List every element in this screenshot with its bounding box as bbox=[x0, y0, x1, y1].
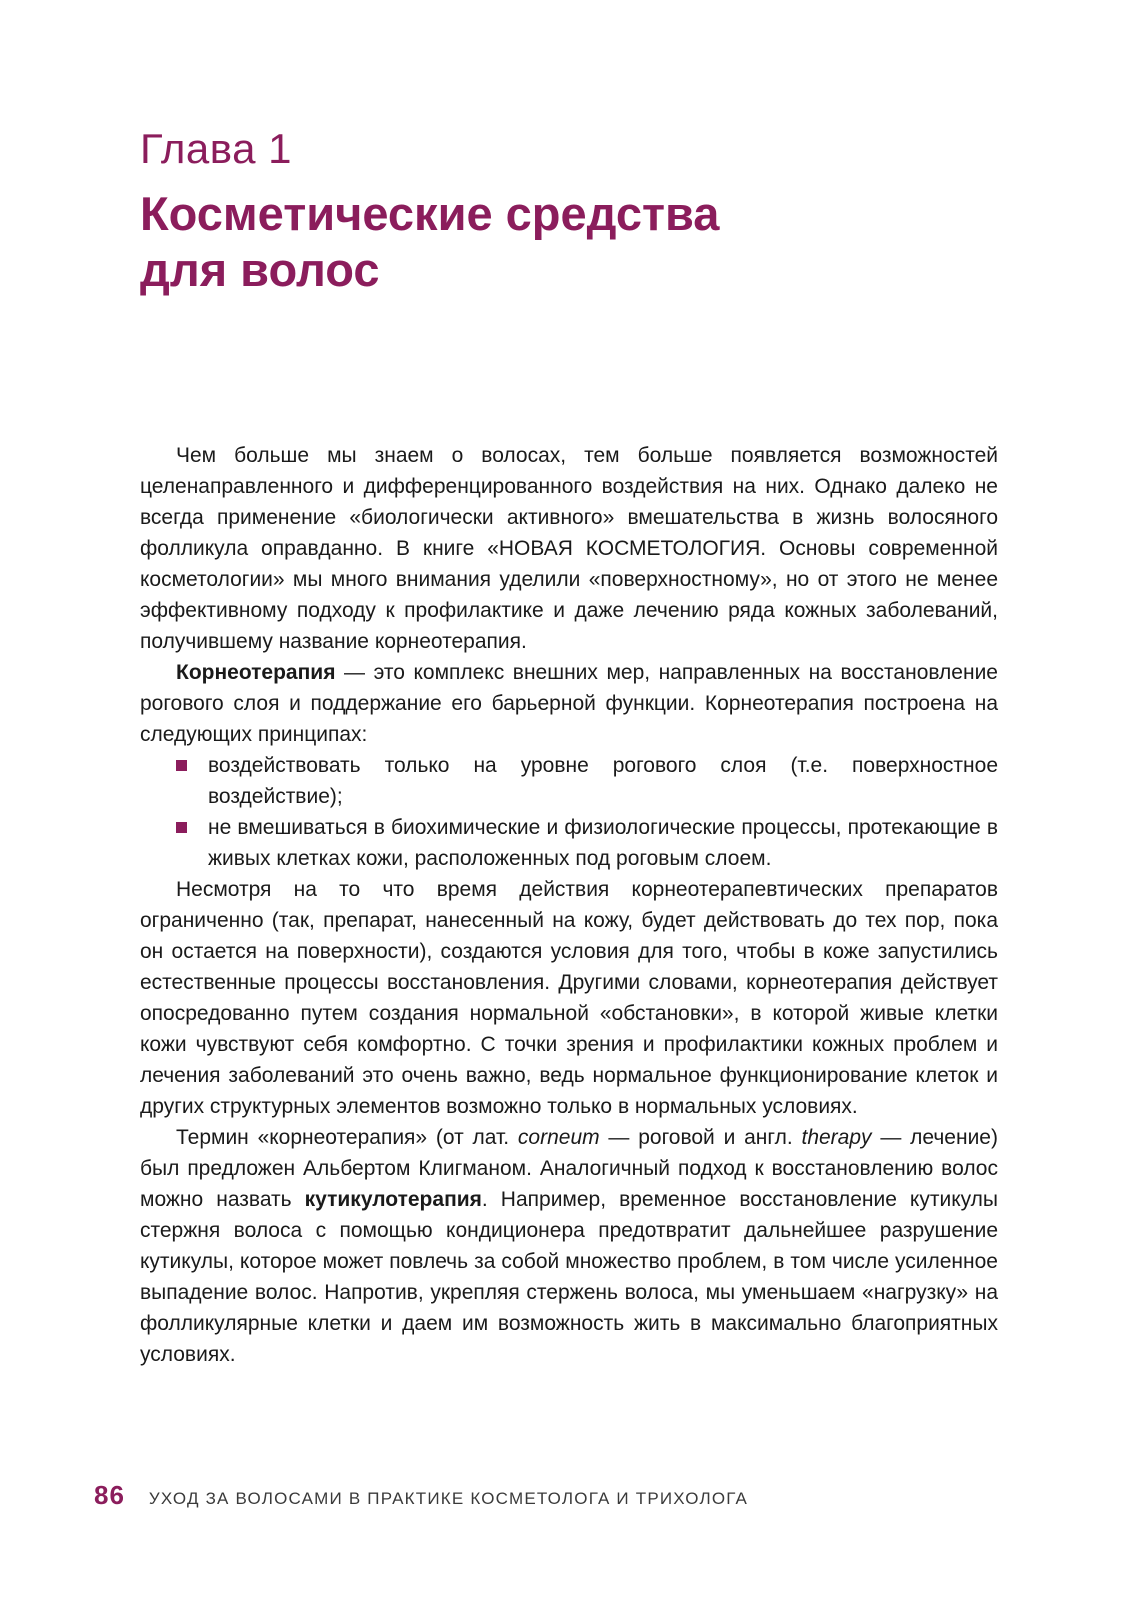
paragraph-duration: Несмотря на то что время действия корнеотерапевтических препаратов ограниченно (так, препарат, нанесенный на кожу, будет действовать до тех пор, пока он остается на поверхности), создаются условия для того, чтобы в коже запустились естественные процессы восстановления. Другими словами, корнеотерапия действует опосредованно путем создания нормальной «обстановки», в которой живые клетки кожи чувствуют себя комфортно. С точки зрения и профилактики кожных проблем и лечения заболеваний это очень важно, ведь нормальное функционирование клеток и других структурных элементов возможно только в нормальных условиях. bbox=[140, 878, 998, 1118]
page-footer bbox=[94, 1480, 748, 1511]
term-cuticulotherapy: кутикулотерапия bbox=[304, 1188, 482, 1211]
paragraph-corneotherapy bbox=[140, 657, 998, 750]
english-term: therapy bbox=[801, 1126, 872, 1149]
paragraph-corneotherapy-text: — это комплекс внешних мер, направленных на восстановление рогового слоя и поддержание его барьерной функции. Корнеотерапия построена на следующих принципах: bbox=[140, 661, 998, 746]
list-item-text: не вмешиваться в биохимические и физиологические процессы, протекающие в живых клетках кожи, расположенных под роговым слоем. bbox=[208, 816, 998, 870]
chapter-title-line2: для волос bbox=[140, 243, 380, 296]
square-bullet-icon bbox=[176, 822, 187, 833]
body-text bbox=[140, 440, 998, 1370]
paragraph-term-text-a: Термин «корнеотерапия» (от лат. bbox=[176, 1126, 518, 1149]
principles-list bbox=[140, 750, 998, 874]
list-item-text: воздействовать только на уровне рогового слоя (т.е. поверхностное воздействие); bbox=[208, 754, 998, 808]
running-title: УХОД ЗА ВОЛОСАМИ В ПРАКТИКЕ КОСМЕТОЛОГА И ТРИХОЛОГА bbox=[148, 1489, 749, 1508]
paragraph-term-text-d: . Например, временное восстановление кутикулы стержня волоса с помощью кондиционера предотвратит дальнейшее разрушение кутикулы, которое может повлечь за собой множество проблем, в том числе усиленное выпадение волос. Напротив, укрепляя стержень волоса, мы уменьшаем «нагрузку» на фолликулярные клетки и даем им возможность жить в максимально благоприятных условиях. bbox=[140, 1188, 999, 1366]
page-number: 86 bbox=[94, 1480, 125, 1510]
list-item bbox=[208, 812, 998, 874]
chapter-title-line1: Косметические средства bbox=[140, 187, 720, 240]
square-bullet-icon bbox=[176, 760, 187, 771]
paragraph-term bbox=[140, 1122, 998, 1370]
paragraph-term-text-b: — роговой и англ. bbox=[599, 1126, 802, 1149]
term-corneotherapy: Корнеотерапия bbox=[176, 661, 336, 684]
paragraph-term-text-c: — лечение) был предложен Альбертом Клигманом. Аналогичный подход к восстановлению волос можно назвать bbox=[140, 1126, 998, 1211]
paragraph-intro: Чем больше мы знаем о волосах, тем больше появляется возможностей целенаправленного и дифференцированного воздействия на них. Однако далеко не всегда применение «биологически активного» вмешательства в жизнь волосяного фолликула оправданно. В книге «НОВАЯ КОСМЕТОЛОГИЯ. Основы современной косметологии» мы много внимания уделили «поверхностному», но от этого не менее эффективному подходу к профилактике и даже лечению ряда кожных заболеваний, получившему название корнеотерапия. bbox=[140, 444, 998, 653]
chapter-label: Глава 1 bbox=[140, 125, 292, 172]
latin-term: corneum bbox=[517, 1126, 600, 1149]
chapter-title bbox=[140, 186, 1000, 298]
list-item bbox=[208, 750, 998, 812]
